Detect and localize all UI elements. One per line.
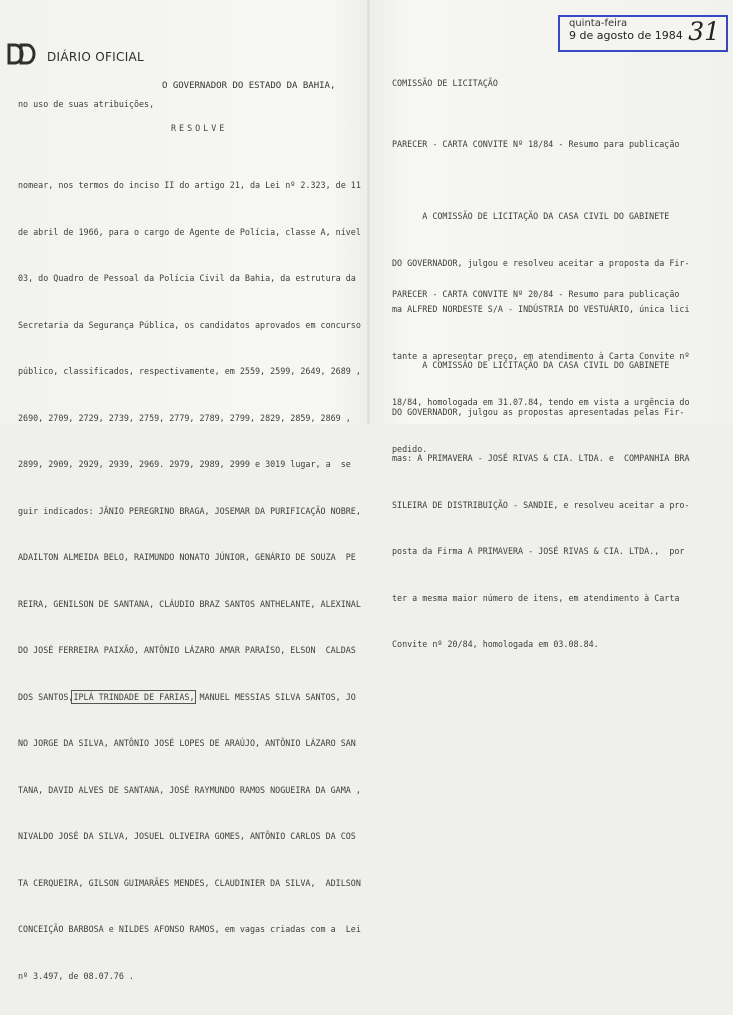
body-line: nº 3.497, de 08.07.76 .	[18, 970, 134, 981]
body-line: 18/84, homologada em 31.07.84, tendo em vista a urgência do	[392, 397, 690, 407]
body-line: ter a mesma maior número de itens, em atendimento à Carta	[392, 592, 680, 603]
body-line: Secretaria da Segurança Pública, os candidatos aprovados em concurso	[18, 319, 361, 330]
body-line: DO GOVERNADOR, julgou as propostas apresentadas pelas Fir-	[392, 406, 685, 417]
body-line: de abril de 1966, para o cargo de Agente de Polícia, classe A, nível	[18, 226, 361, 237]
decree-title: O GOVERNADOR DO ESTADO DA BAHIA,	[162, 81, 336, 91]
parecer-heading-1: PARECER - CARTA CONVITE Nº 18/84 - Resumo para publicação	[392, 139, 680, 149]
decree-intro: no uso de suas atribuições,	[18, 99, 155, 109]
body-line: DO GOVERNADOR, julgou e resolveu aceitar a proposta da Fir-	[392, 257, 690, 268]
body-line: guir indicados: JÂNIO PEREGRINO BRAGA, JOSEMAR DA PURIFICAÇÃO NOBRE,	[18, 505, 361, 516]
body-line: REIRA, GENILSON DE SANTANA, CLÁUDIO BRAZ SANTOS ANTHELANTE, ALEXINAL	[18, 598, 361, 609]
page-fold	[367, 0, 370, 424]
parecer-body-2	[392, 327, 690, 684]
body-line: posta da Firma A PRIMAVERA - JOSÉ RIVAS & CIA. LTDA., por	[392, 546, 685, 556]
body-line: 2690, 2709, 2729, 2739, 2759, 2779, 2789, 2799, 2829, 2859, 2869 ,	[18, 412, 351, 423]
masthead: DIÁRIO OFICIAL	[47, 50, 145, 64]
highlighted-name: IPLÁ TRINDADE DE FARIAS,	[73, 691, 195, 702]
issue-date: 9 de agosto de 1984	[569, 29, 683, 42]
body-line: pedido.	[392, 443, 428, 454]
decree-body	[18, 147, 361, 1015]
parecer-heading-2: PARECER - CARTA CONVITE Nº 20/84 - Resumo para publicação	[392, 289, 680, 299]
body-line: Convite nº 20/84, homologada em 03.08.84.	[392, 639, 599, 649]
body-line: CONCEIÇÃO BARBOSA e NILDES AFONSO RAMOS, em vagas criadas com a Lei	[18, 924, 361, 934]
body-line-with-highlight	[18, 690, 361, 706]
body-line: 2899, 2909, 2929, 2939, 2969. 2979, 2989, 2999 e 3019 lugar, a se	[18, 459, 351, 469]
body-line: A COMISSÃO DE LICITAÇÃO DA CASA CIVIL DO GABINETE	[392, 360, 670, 370]
body-line-end: MANUEL MESSIAS SILVA SANTOS, JO	[194, 691, 356, 702]
body-line: ma ALFRED NORDESTE S/A - INDÚSTRIA DO VESTUÁRIO, única lici	[392, 304, 690, 314]
body-line: TA CERQUEIRA, GILSON GUIMARÃES MENDES, CLAUDINIER DA SILVA, ADILSON	[18, 877, 361, 888]
body-line: A COMISSÃO DE LICITAÇÃO DA CASA CIVIL DO GABINETE	[392, 211, 670, 221]
decree-resolve: RESOLVE	[171, 123, 228, 133]
date-box	[558, 15, 728, 52]
body-line: público, classificados, respectivamente, em 2559, 2599, 2649, 2689 ,	[18, 366, 361, 376]
weekday: quinta-feira	[569, 18, 628, 29]
body-line-start: DOS SANTOS,	[18, 691, 74, 702]
body-line: 03, do Quadro de Pessoal da Polícia Civil da Bahia, da estrutura da	[18, 273, 356, 283]
body-line: tante a apresentar preço, em atendimento à Carta Convite nº	[392, 350, 690, 361]
body-line: ADAILTON ALMEIDA BELO, RAIMUNDO NONATO JÚNIOR, GENÁRIO DE SOUZA PE	[18, 552, 356, 562]
body-line: TANA, DAVID ALVES DE SANTANA, JOSÉ RAYMUNDO RAMOS NOGUEIRA DA GAMA ,	[18, 784, 361, 795]
body-line: nomear, nos termos do inciso II do artigo 21, da Lei nº 2.323, de 11	[18, 180, 361, 190]
body-line: NIVALDO JOSÉ DA SILVA, JOSUEL OLIVEIRA GOMES, ANTÔNIO CARLOS DA COS	[18, 831, 356, 841]
section-title: COMISSÃO DE LICITAÇÃO	[392, 78, 498, 88]
body-line: SILEIRA DE DISTRIBUIÇÃO - SANDIE, e resolveu aceitar a pro-	[392, 499, 690, 510]
body-line: NO JORGE DA SILVA, ANTÔNIO JOSÉ LOPES DE ARAÚJO, ANTÔNIO LÁZARO SAN	[18, 738, 356, 748]
diario-oficial-logo-icon	[7, 43, 37, 65]
body-line: DO JOSÉ FERREIRA PAIXÃO, ANTÔNIO LÁZARO AMAR PARAÍSO, ELSON CALDAS	[18, 645, 356, 655]
page-number: 31	[688, 17, 720, 46]
body-line: mas: A PRIMAVERA - JOSÉ RIVAS & CIA. LTDA. e COMPANHIA BRA	[392, 453, 690, 463]
